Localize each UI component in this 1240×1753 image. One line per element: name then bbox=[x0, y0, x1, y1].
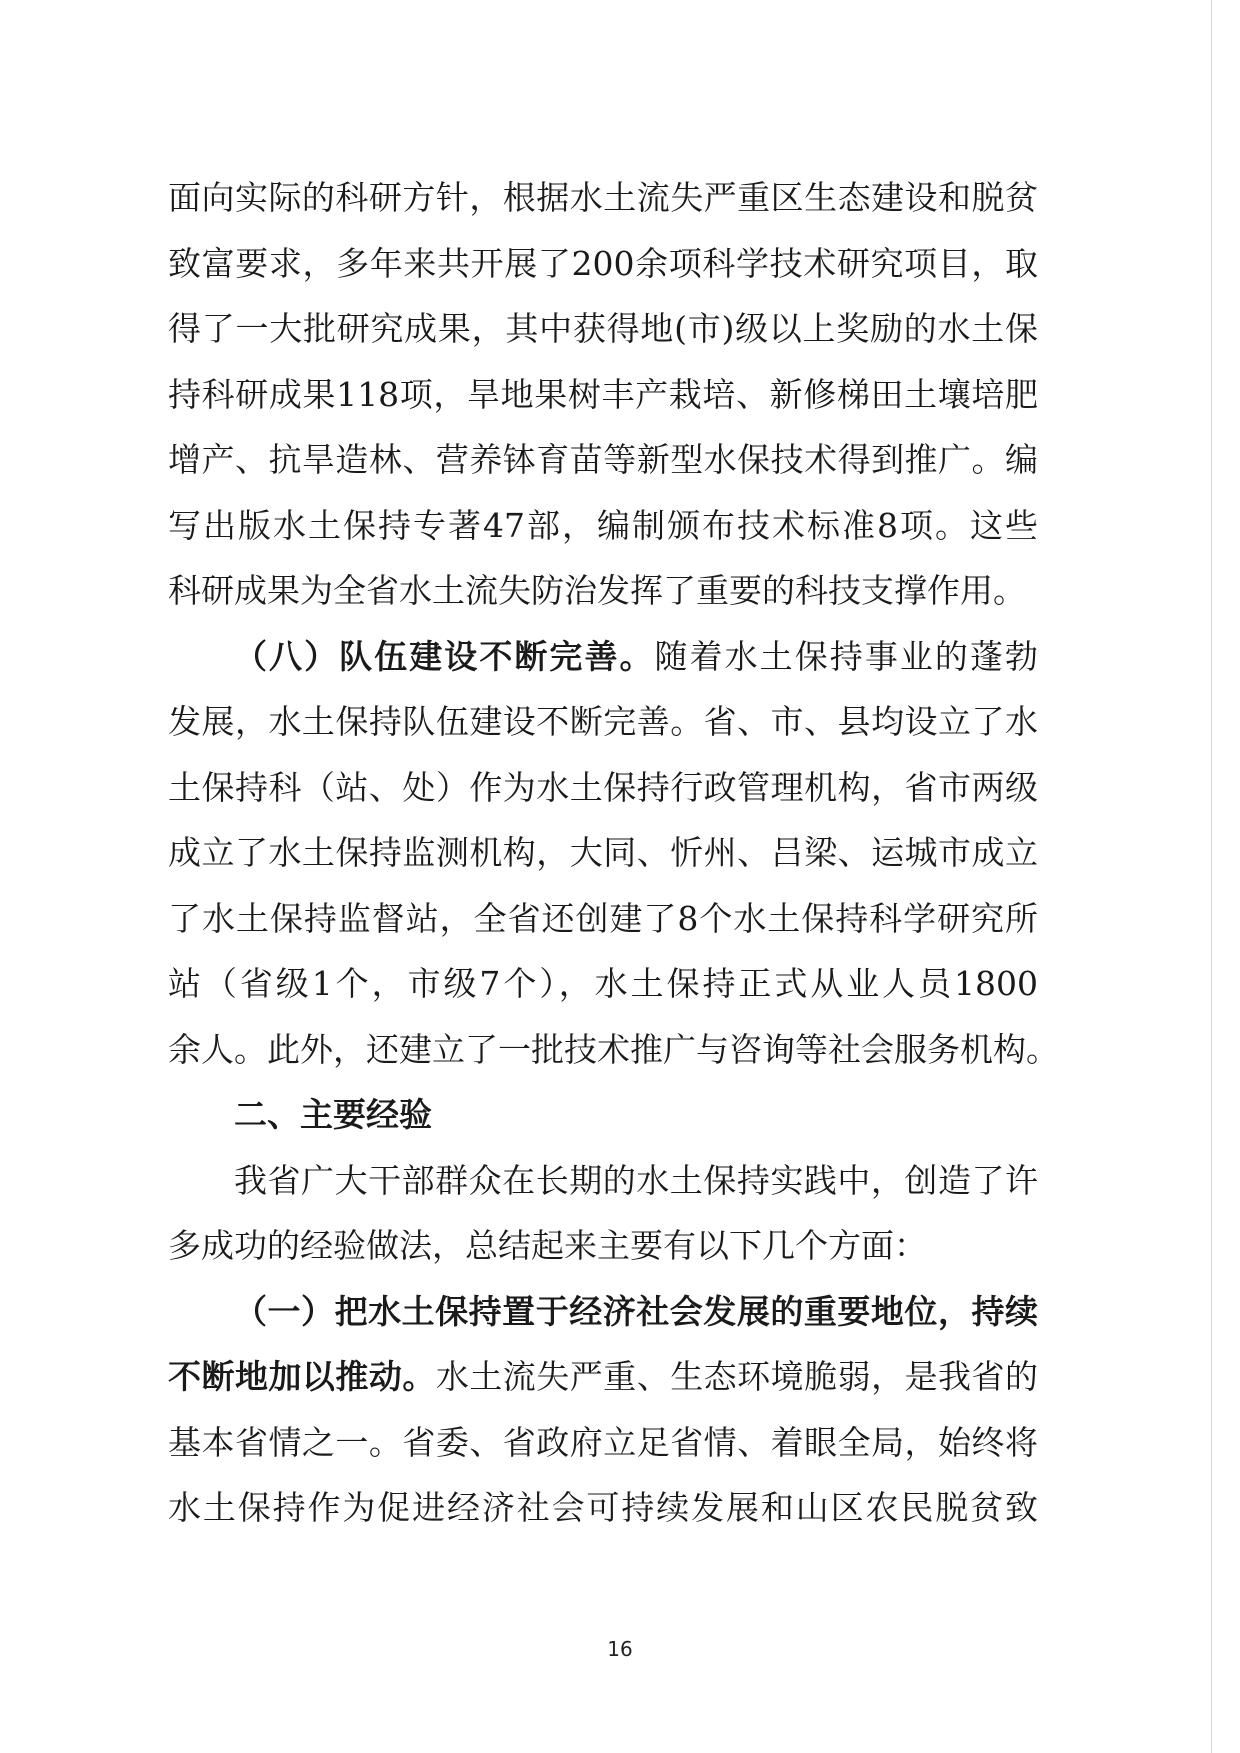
paragraph-line: 余人。此外，还建立了一批技术推广与咨询等社会服务机构。 bbox=[168, 1029, 1059, 1069]
paragraph-line: 多成功的经验做法，总结起来主要有以下几个方面： bbox=[168, 1226, 927, 1265]
paragraph-line: 基本省情之一。省委、省政府立足省情、着眼全局，始终将 bbox=[168, 1422, 1038, 1462]
document-body bbox=[168, 165, 1059, 1541]
page-number: 16 bbox=[607, 1637, 633, 1661]
paragraph-line: 发展，水土保持队伍建设不断完善。省、市、县均设立了水 bbox=[168, 702, 1038, 741]
paragraph-line: 成立了水土保持监测机构，大同、忻州、吕梁、运城市成立 bbox=[168, 833, 1038, 872]
paragraph-line: 增产、抗旱造林、营养钵育苗等新型水保技术得到推广。编 bbox=[168, 440, 1038, 479]
paragraph-line: 得了一大批研究成果，其中获得地(市)级以上奖励的水土保 bbox=[168, 309, 1038, 348]
subsection-line bbox=[168, 1344, 1038, 1410]
paragraph-line: 我省广大干部群众在长期的水土保持实践中，创造了许 bbox=[234, 1160, 1038, 1200]
paragraph-line: 科研成果为全省水土流失防治发挥了重要的科技支撑作用。 bbox=[168, 571, 1026, 610]
subsection-heading-1: （一）把水土保持置于经济社会发展的重要地位，持续 bbox=[234, 1291, 1038, 1331]
section-heading: 二、主要经验 bbox=[234, 1095, 432, 1134]
subsection-heading-8: （八）队伍建设不断完善。 bbox=[234, 636, 655, 676]
paragraph-line: 土保持科（站、处）作为水土保持行政管理机构，省市两级 bbox=[168, 767, 1038, 807]
paragraph-line: 水土保持作为促进经济社会可持续发展和山区农民脱贫致 bbox=[168, 1488, 1038, 1527]
paragraph-line: 写出版水土保持专著47部，编制颁布技术标准8项。这些 bbox=[168, 505, 1038, 545]
subsection-line bbox=[168, 624, 1038, 690]
paragraph-line: 站（省级1个，市级7个），水土保持正式从业人员1800 bbox=[168, 964, 1038, 1003]
paragraph-text: 水土流失严重、生态环境脆弱，是我省的 bbox=[435, 1357, 1039, 1396]
paragraph-text: 随着水土保持事业的蓬勃 bbox=[654, 636, 1039, 676]
paragraph-line: 致富要求，多年来共开展了200余项科学技术研究项目，取 bbox=[168, 243, 1038, 283]
paragraph-line: 了水土保持监督站，全省还创建了8个水土保持科学研究所 bbox=[168, 898, 1038, 938]
subsection-heading-1-cont: 不断地加以推动。 bbox=[168, 1357, 436, 1396]
paragraph-line: 面向实际的科研方针，根据水土流失严重区生态建设和脱贫 bbox=[168, 178, 1038, 217]
scan-edge-line bbox=[1211, 0, 1212, 1753]
paragraph-line: 持科研成果118项，旱地果树丰产栽培、新修梯田土壤培肥 bbox=[168, 374, 1038, 414]
